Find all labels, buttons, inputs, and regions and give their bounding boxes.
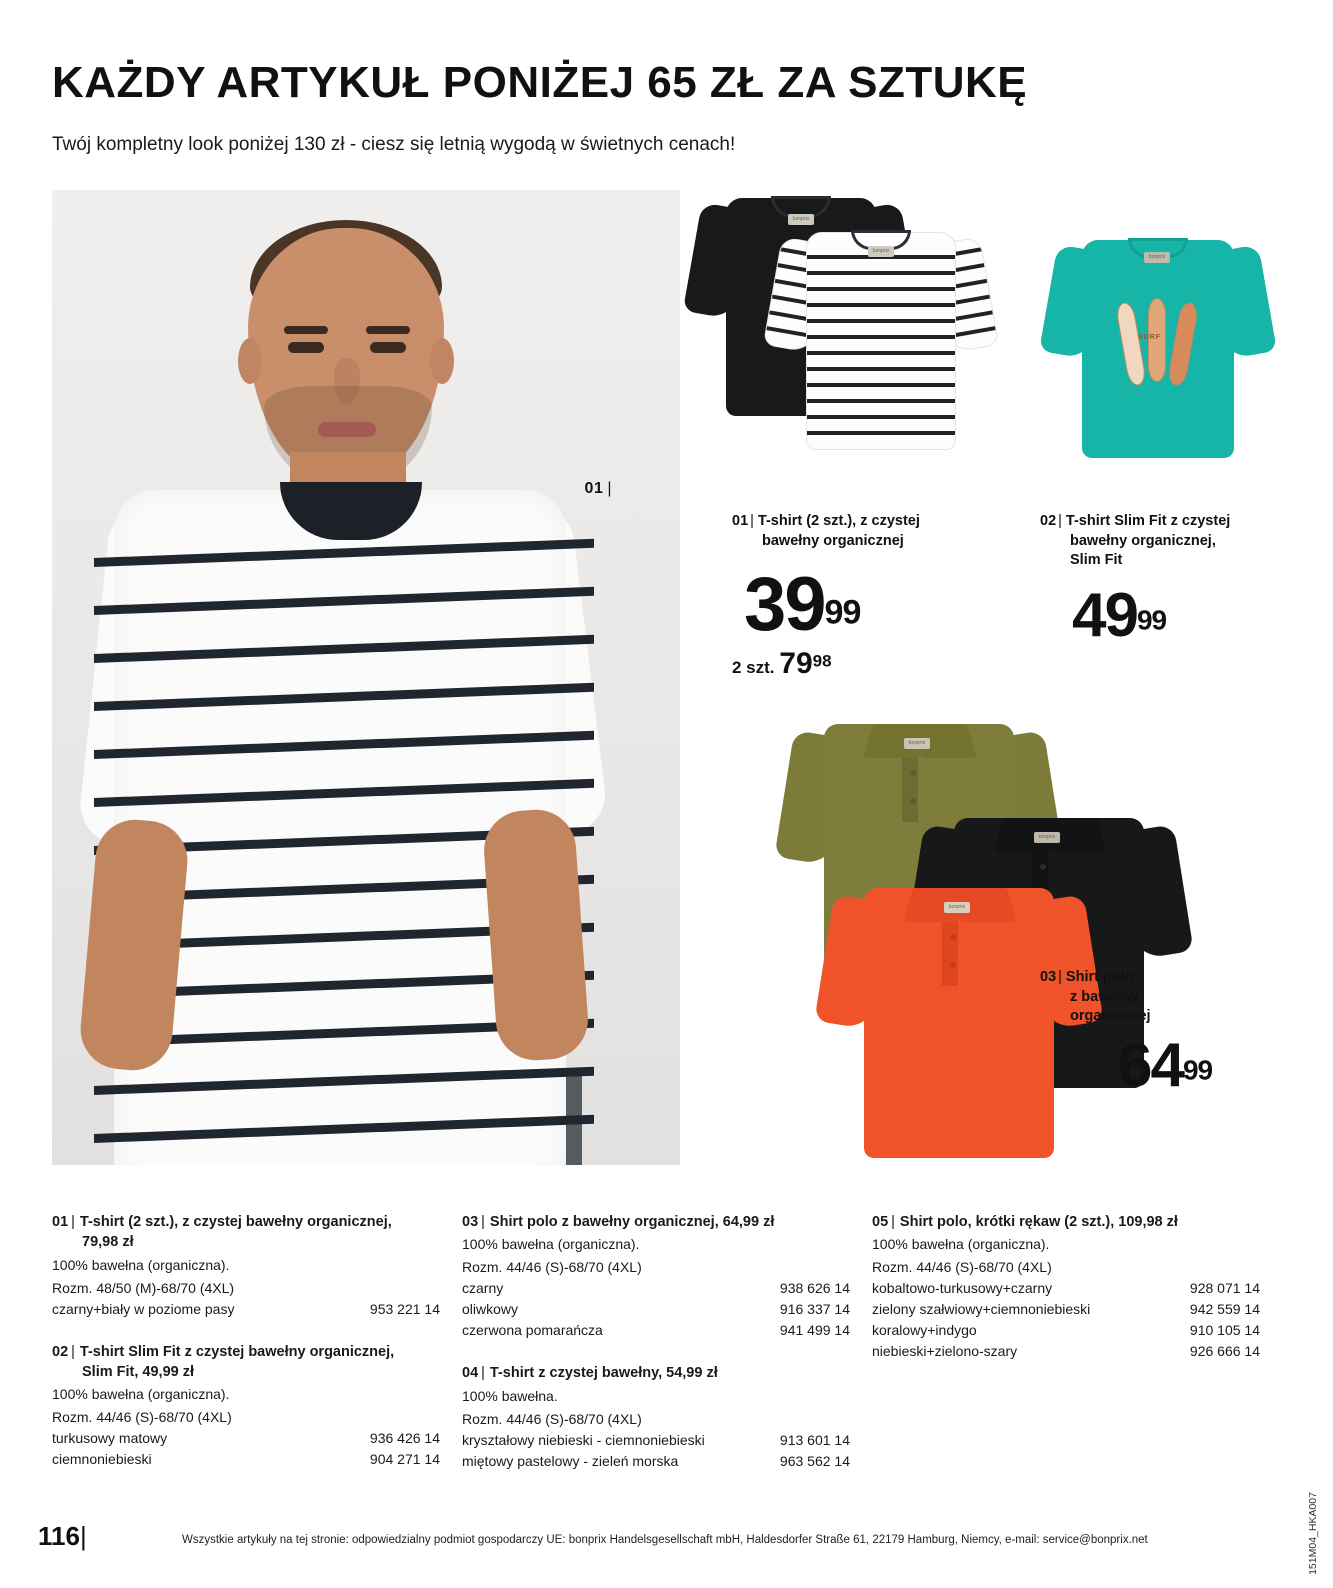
table-row [462,1320,850,1341]
detail-item-03-name: Shirt polo z bawełny organicznej, 64,99 zł [489,1214,775,1230]
page-subtitle: Twój kompletny look poniżej 130 zł - ciesz się letnią wygodą w świetnych cenach! [52,134,736,155]
product-03-name-line1: Shirt polo [1065,969,1134,985]
product-02-index: 02 [1040,513,1057,529]
product-01-label [732,512,962,551]
detail-item-03-material: 100% bawełna (organiczna). [462,1236,640,1253]
detail-item-04-name: T-shirt z czystej bawełny, 54,99 zł [489,1365,718,1382]
detail-item-05-index: 05 [872,1214,889,1230]
details-column-1 [52,1212,462,1494]
detail-item-01-sizes: Rozm. 48/50 (M)-68/70 (4XL) [52,1279,235,1296]
detail-item-05-bar: | [891,1214,895,1230]
product-01-name-line1: T-shirt (2 szt.), z czystej [757,513,920,529]
hero-callout-01 [585,480,612,498]
surfboard-print-graphic [1116,298,1202,390]
model-ear-left [238,338,262,384]
polo-black-button [1040,864,1046,870]
variant-color: czerwona pomarańcza [462,1322,603,1339]
variant-color: ciemnoniebieski [52,1451,152,1468]
product-01-price-integer: 39 [744,562,825,648]
side-reference-code: 151M04_HKA007 [1307,1492,1319,1575]
detail-item-02-index: 02 [52,1343,69,1360]
variant-code: 941 499 14 [779,1322,850,1339]
detail-item-03-bar: | [481,1214,485,1230]
detail-item-05-material: 100% bawełna (organiczna). [872,1236,1050,1253]
detail-item-02-bar: | [71,1343,75,1360]
polo-olive-button [910,798,916,804]
polo-orange-body [864,888,1057,1158]
model-arm-right [481,807,590,1063]
detail-item-05-name: Shirt polo, krótki rękaw (2 szt.), 109,98 zł [899,1214,1178,1230]
price-block-03 [1040,968,1270,1100]
product-02-bar: | [1058,513,1062,529]
details-column-3 [872,1212,1282,1494]
variant-code: 928 071 14 [1189,1280,1260,1297]
table-row [52,1299,440,1320]
detail-item-01-material: 100% bawełna (organiczna). [52,1256,230,1273]
detail-item-04 [462,1363,850,1471]
product-03-index: 03 [1040,969,1057,985]
variant-code: 904 271 14 [369,1451,440,1468]
price-block-01 [732,512,982,681]
page-number [38,1521,87,1552]
product-01-name-line2: bawełny organicznej [762,532,904,549]
product-01-second-label: 2 szt. [732,658,775,678]
product-image-01-two-tshirts [718,190,978,480]
variant-color: kryształowy niebieski - ciemnoniebieski [462,1431,705,1448]
variant-code: 963 562 14 [779,1452,850,1469]
product-03-price [1118,1030,1270,1100]
details-column-2 [462,1212,872,1494]
model-eyebrow-right [366,326,410,334]
table-row [872,1320,1260,1341]
detail-item-05 [872,1212,1260,1362]
detail-item-03-sizes: Rozm. 44/46 (S)-68/70 (4XL) [462,1259,642,1276]
model-eye-left [288,342,324,353]
product-01-price [744,562,982,648]
variant-color: miętowy pastelowy - zieleń morska [462,1452,679,1469]
product-02-name-line3: Slim Fit [1070,552,1123,569]
brand-tag-icon: bonprix [904,738,930,749]
product-01-second-cents: 98 [812,651,832,671]
product-image-02-teal-tshirt [1060,230,1260,480]
detail-item-02-name: T-shirt Slim Fit z czystej bawełny organicznej, [79,1343,395,1360]
tshirt-teal-sleeve-right [1207,244,1277,359]
price-block-02 [1040,512,1280,650]
variant-code: 916 337 14 [779,1301,850,1318]
detail-item-04-material: 100% bawełna. [462,1387,558,1404]
product-image-03-polo-shirts [800,710,1220,1170]
product-02-price [1072,580,1280,650]
variant-color: oliwkowy [462,1301,519,1318]
hero-callout-number: 01 [584,480,604,497]
detail-item-02-price: Slim Fit, 49,99 zł [82,1363,195,1380]
page-number-value: 116 [38,1521,80,1551]
tshirt-striped-body [806,232,956,450]
detail-item-02-title [52,1342,440,1383]
variant-color: czarny+biały w poziome pasy [52,1300,235,1317]
product-01-index: 01 [732,513,749,529]
product-02-price-cents: 99 [1136,604,1167,636]
detail-item-03-index: 03 [462,1214,479,1230]
detail-item-04-title [462,1363,850,1383]
product-03-name-line3: organicznej [1070,1008,1151,1025]
product-01-second-price [732,647,982,681]
brand-tag-icon: bonprix [788,214,814,225]
detail-item-02-material: 100% bawełna (organiczna). [52,1386,230,1403]
hero-callout-bar: | [607,480,612,497]
product-01-bar: | [750,513,754,529]
detail-item-01-name: T-shirt (2 szt.), z czystej bawełny organicznej, [79,1214,392,1230]
product-03-name-line2: z bawełny [1070,988,1139,1005]
product-02-name-line2: bawełny organicznej, [1070,532,1216,549]
detail-item-01-bar: | [71,1214,75,1230]
product-03-price-cents: 99 [1182,1054,1213,1086]
variant-code: 936 426 14 [369,1430,440,1447]
detail-item-01 [52,1212,440,1320]
table-row [52,1428,440,1449]
brand-tag-icon: bonprix [1034,832,1060,843]
product-02-price-integer: 49 [1072,580,1137,650]
polo-olive-button [910,770,916,776]
variant-code: 910 105 14 [1189,1322,1260,1339]
surf-print-text: SURF [1138,334,1162,341]
model-eye-right [370,342,406,353]
variant-code: 953 221 14 [369,1300,440,1317]
model-eyebrow-left [284,326,328,334]
detail-item-03-title [462,1212,850,1232]
table-row [462,1430,850,1451]
variant-color: zielony szałwiowy+ciemnoniebieski [872,1301,1091,1318]
variant-color: turkusowy matowy [52,1430,168,1447]
detail-item-04-index: 04 [462,1365,479,1382]
detail-item-01-title [52,1212,440,1253]
variant-color: kobaltowo-turkusowy+czarny [872,1280,1053,1297]
model-ear-right [430,338,454,384]
table-row [872,1299,1260,1320]
table-row [872,1341,1260,1362]
product-02-label [1040,512,1280,571]
detail-item-02-sizes: Rozm. 44/46 (S)-68/70 (4XL) [52,1409,232,1426]
variant-code: 942 559 14 [1189,1301,1260,1318]
detail-item-04-sizes: Rozm. 44/46 (S)-68/70 (4XL) [462,1410,642,1427]
detail-item-05-title [872,1212,1260,1232]
tshirt-striped [806,232,956,450]
product-03-label [1040,968,1270,1027]
product-01-price-cents: 99 [824,593,861,632]
table-row [462,1299,850,1320]
polo-orange [864,888,1057,1158]
footer-legal-note: Wszystkie artykuły na tej stronie: odpowiedzialny podmiot gospodarczy UE: bonprix Handelsgesellschaft mbH, Haldesdorfer Straße 61, 22179 Hamburg, Niemcy, e-mail: service@bonprix.net [182,1534,1148,1546]
product-details-table [52,1212,1284,1494]
detail-item-03 [462,1212,850,1341]
brand-tag-icon: bonprix [944,902,970,913]
variant-code: 926 666 14 [1189,1343,1260,1360]
table-row [872,1278,1260,1299]
brand-tag-icon: bonprix [868,246,894,257]
tshirt-teal [1082,240,1234,458]
variant-code: 938 626 14 [779,1280,850,1297]
variant-color: czarny [462,1280,504,1297]
table-row [462,1451,850,1472]
page-number-bar: | [79,1521,87,1551]
table-row [462,1278,850,1299]
polo-olive-placket [902,750,918,822]
detail-item-01-price: 79,98 zł [82,1234,134,1251]
hero-model-photo [52,190,680,1165]
model-mouth [318,422,376,437]
table-row [52,1449,440,1470]
detail-item-05-sizes: Rozm. 44/46 (S)-68/70 (4XL) [872,1259,1052,1276]
polo-orange-placket [942,914,958,986]
page-title: KAŻDY ARTYKUŁ PONIŻEJ 65 ZŁ ZA SZTUKĘ [52,58,1028,107]
variant-code: 913 601 14 [779,1431,850,1448]
brand-tag-icon: bonprix [1144,252,1170,263]
product-03-price-integer: 64 [1118,1030,1183,1100]
variant-color: koralowy+indygo [872,1322,977,1339]
detail-item-01-index: 01 [52,1214,69,1230]
polo-orange-button [950,962,956,968]
product-02-name-line1: T-shirt Slim Fit z czystej [1065,513,1231,529]
detail-item-02 [52,1342,440,1471]
detail-item-04-bar: | [481,1365,485,1382]
tshirt-teal-sleeve-left [1039,244,1109,359]
variant-color: niebieski+zielono-szary [872,1343,1018,1360]
polo-orange-button [950,934,956,940]
product-01-second-integer: 79 [779,647,813,681]
product-03-bar: | [1058,969,1062,985]
